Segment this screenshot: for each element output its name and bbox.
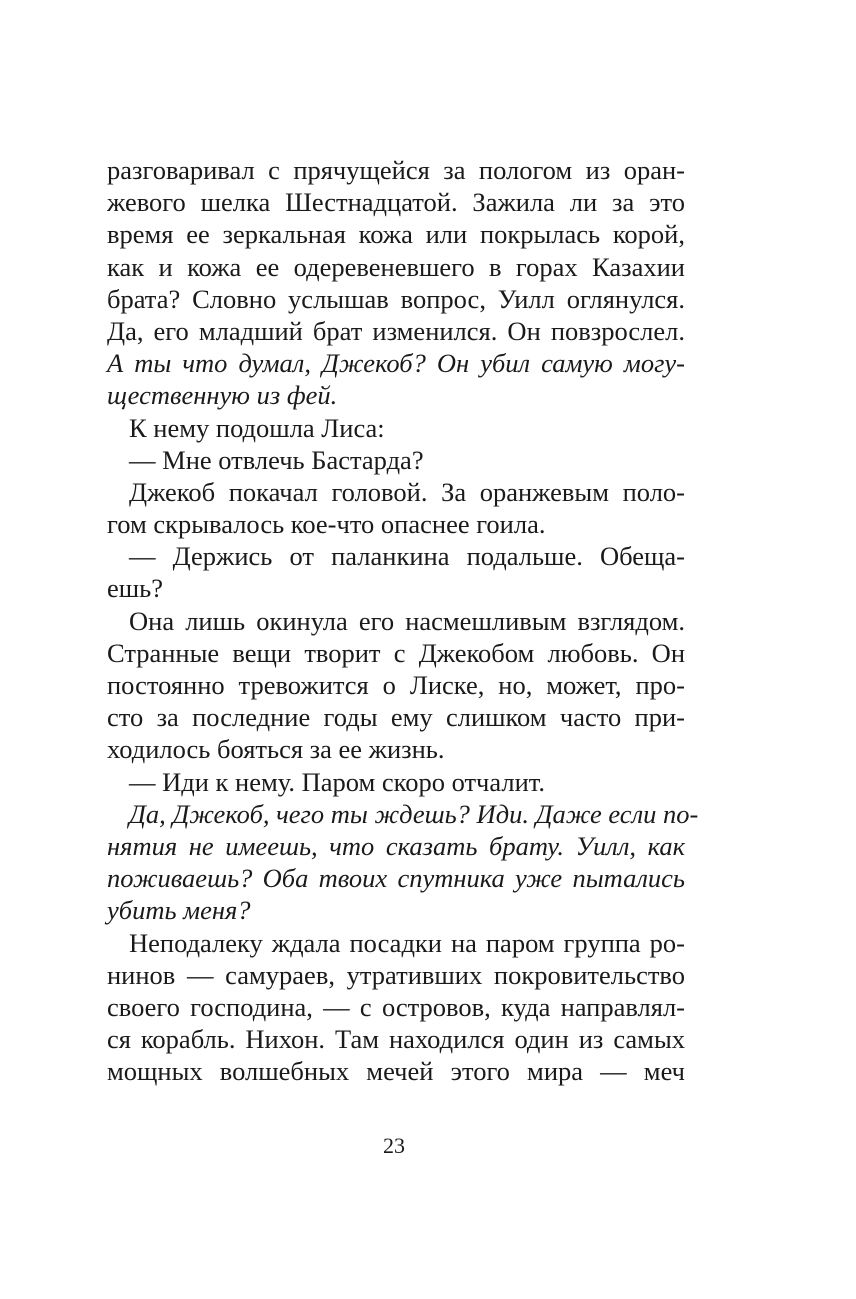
text-line: мощных волшебных мечей этого мира — меч [107, 1056, 685, 1087]
text-line: Неподалеку ждала посадки на паром группа ро- [129, 927, 685, 958]
text-line: — Мне отвлечь Бастарда? [129, 444, 424, 475]
text-line: время ее зеркальная кожа или покрылась корой, [107, 219, 685, 250]
text-line: гом скрывалось кое-что опаснее гоила. [107, 509, 546, 540]
text-line: нинов — самураев, утративших покровительство [107, 959, 685, 990]
text-line: убить меня? [107, 895, 251, 926]
text-line: А ты что думал, Джекоб? Он убил самую могу- [107, 348, 685, 379]
text-line: как и кожа ее одеревеневшего в горах Казахии [107, 251, 685, 282]
text-line: брата? Словно услышав вопрос, Уилл оглянулся. [107, 283, 685, 314]
text-line: сто за последние годы ему слишком часто при- [107, 702, 685, 733]
text-line: Джекоб покачал головой. За оранжевым поло- [129, 476, 685, 507]
text-line: ходилось бояться за ее жизнь. [107, 734, 445, 765]
text-line: щественную из фей. [107, 380, 338, 411]
text-line: нятия не имеешь, что сказать брату. Уилл, как [107, 830, 685, 861]
text-line: Да, его младший брат изменился. Он повзрослел. [107, 315, 685, 346]
text-line: своего господина, — с островов, куда направлял- [107, 991, 685, 1022]
text-line: — Держись от паланкина подальше. Обеща- [129, 541, 685, 572]
text-line: разговаривал с прячущейся за пологом из оран- [107, 155, 685, 185]
text-line: жевого шелка Шестнадцатой. Зажила ли за это [107, 187, 685, 218]
text-line: ешь? [107, 573, 164, 604]
text-line: Да, Джекоб, чего ты ждешь? Иди. Даже если по- [129, 798, 699, 829]
page-number: 23 [383, 1133, 405, 1158]
text-line: Она лишь окинула его насмешливым взглядом. [129, 605, 685, 636]
text-line: Странные вещи творит с Джекобом любовь. Он [107, 637, 685, 668]
page-body-text [107, 154, 699, 1087]
text-line: постоянно тревожится о Лиске, но, может, про- [107, 670, 685, 700]
text-line: ся корабль. Нихон. Там находился один из самых [107, 1024, 685, 1055]
text-line: К нему подошла Лиса: [129, 412, 385, 443]
text-line: поживаешь? Оба твоих спутника уже пытались [107, 863, 685, 894]
text-line: — Иди к нему. Паром скоро отчалит. [129, 766, 545, 797]
